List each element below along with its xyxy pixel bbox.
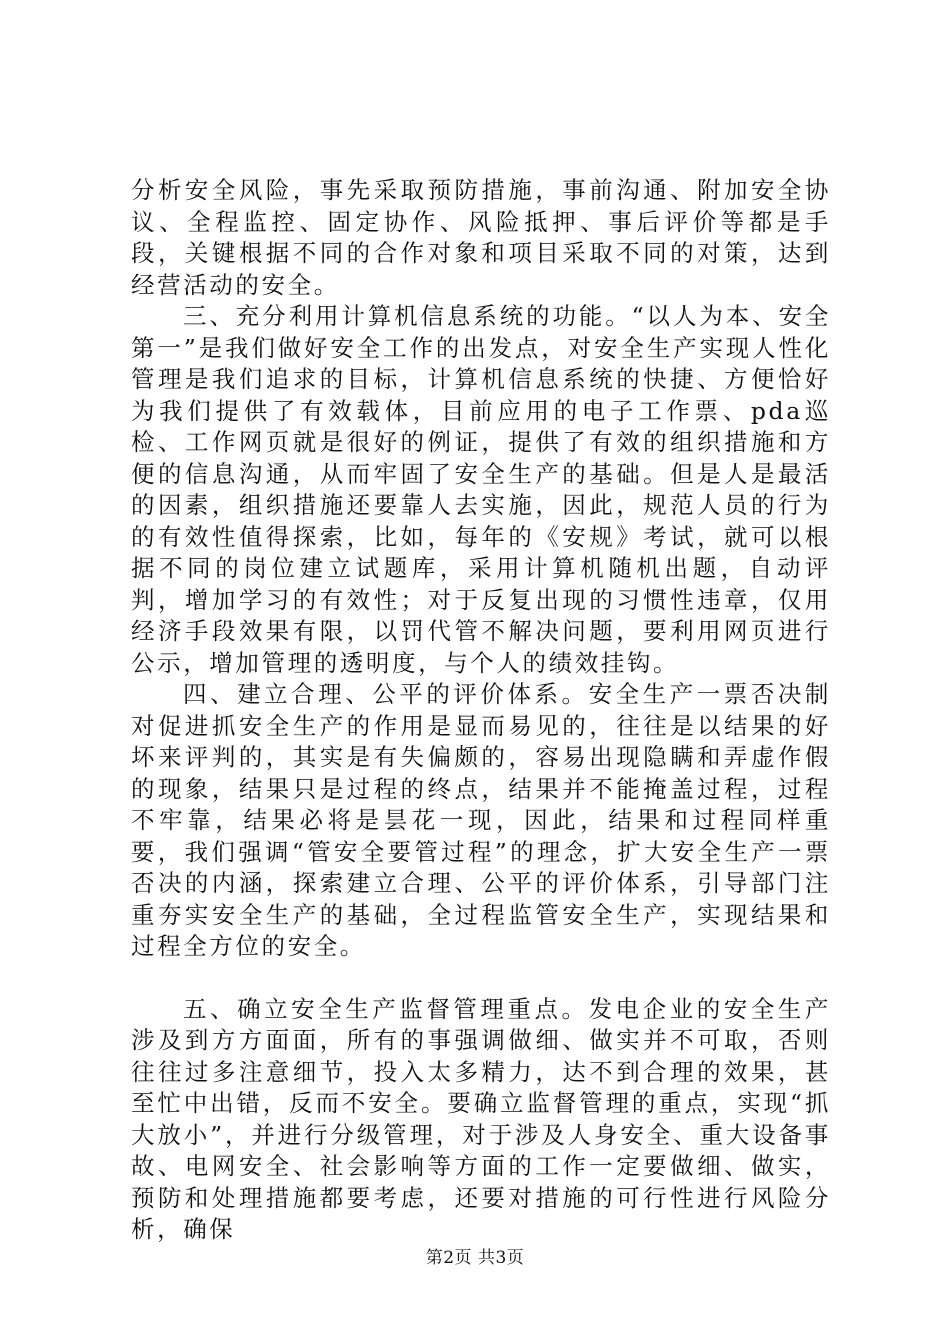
paragraph-4: 五、确立安全生产监督管理重点。发电企业的安全生产涉及到方方面面，所有的事强调做细、做实并不可取，否则往往过多注意细节，投入太多精力，达不到合理的效果，甚至忙中出错，反而不安全。要确立监督管理的重点，实现“抓大放小”，并进行分级管理，对于涉及人身安全、重大设备事故、电网安全、社会影响等方面的工作一定要做细、做实，预防和处理措施都要考虑，还要对措施的可行性进行风险分析，确保 — [131, 994, 831, 1243]
paragraph-1: 分析安全风险，事先采取预防措施，事前沟通、附加安全协议、全程监控、固定协作、风险抵押、事后评价等都是手段，关键根据不同的合作对象和项目采取不同的对策，达到经营活动的安全。 — [131, 176, 831, 299]
page-number-footer: 第2页 共3页 — [425, 1248, 525, 1268]
paragraph-spacer — [131, 963, 831, 994]
document-body — [131, 175, 831, 1246]
paragraph-2: 三、充分利用计算机信息系统的功能。“以人为本、安全第一”是我们做好安全工作的出发点，对安全生产实现人性化管理是我们追求的目标，计算机信息系统的快捷、方便恰好为我们提供了有效载体，目前应用的电子工作票、pda巡检、工作网页就是很好的例证，提供了有效的组织措施和方便的信息沟通，从而牢固了安全生产的基础。但是人是最活的因素，组织措施还要靠人去实施，因此，规范人员的行为的有效性值得探索，比如，每年的《安规》考试，就可以根据不同的岗位建立试题库，采用计算机随机出题，自动评判，增加学习的有效性；对于反复出现的习惯性违章，仅用经济手段效果有限，以罚代管不解决问题，要利用网页进行公示，增加管理的透明度，与个人的绩效挂钩。 — [131, 302, 831, 677]
paragraph-3: 四、建立合理、公平的评价体系。安全生产一票否决制对促进抓安全生产的作用是显而易见的，往往是以结果的好坏来评判的，其实是有失偏颇的，容易出现隐瞒和弄虚作假的现象，结果只是过程的终点，结果并不能掩盖过程，过程不牢靠，结果必将是昙花一现，因此，结果和过程同样重要，我们强调“管安全要管过程”的理念，扩大安全生产一票否决的内涵，探索建立合理、公平的评价体系，引导部门注重夯实安全生产的基础，全过程监管安全生产，实现结果和过程全方位的安全。 — [131, 680, 831, 960]
